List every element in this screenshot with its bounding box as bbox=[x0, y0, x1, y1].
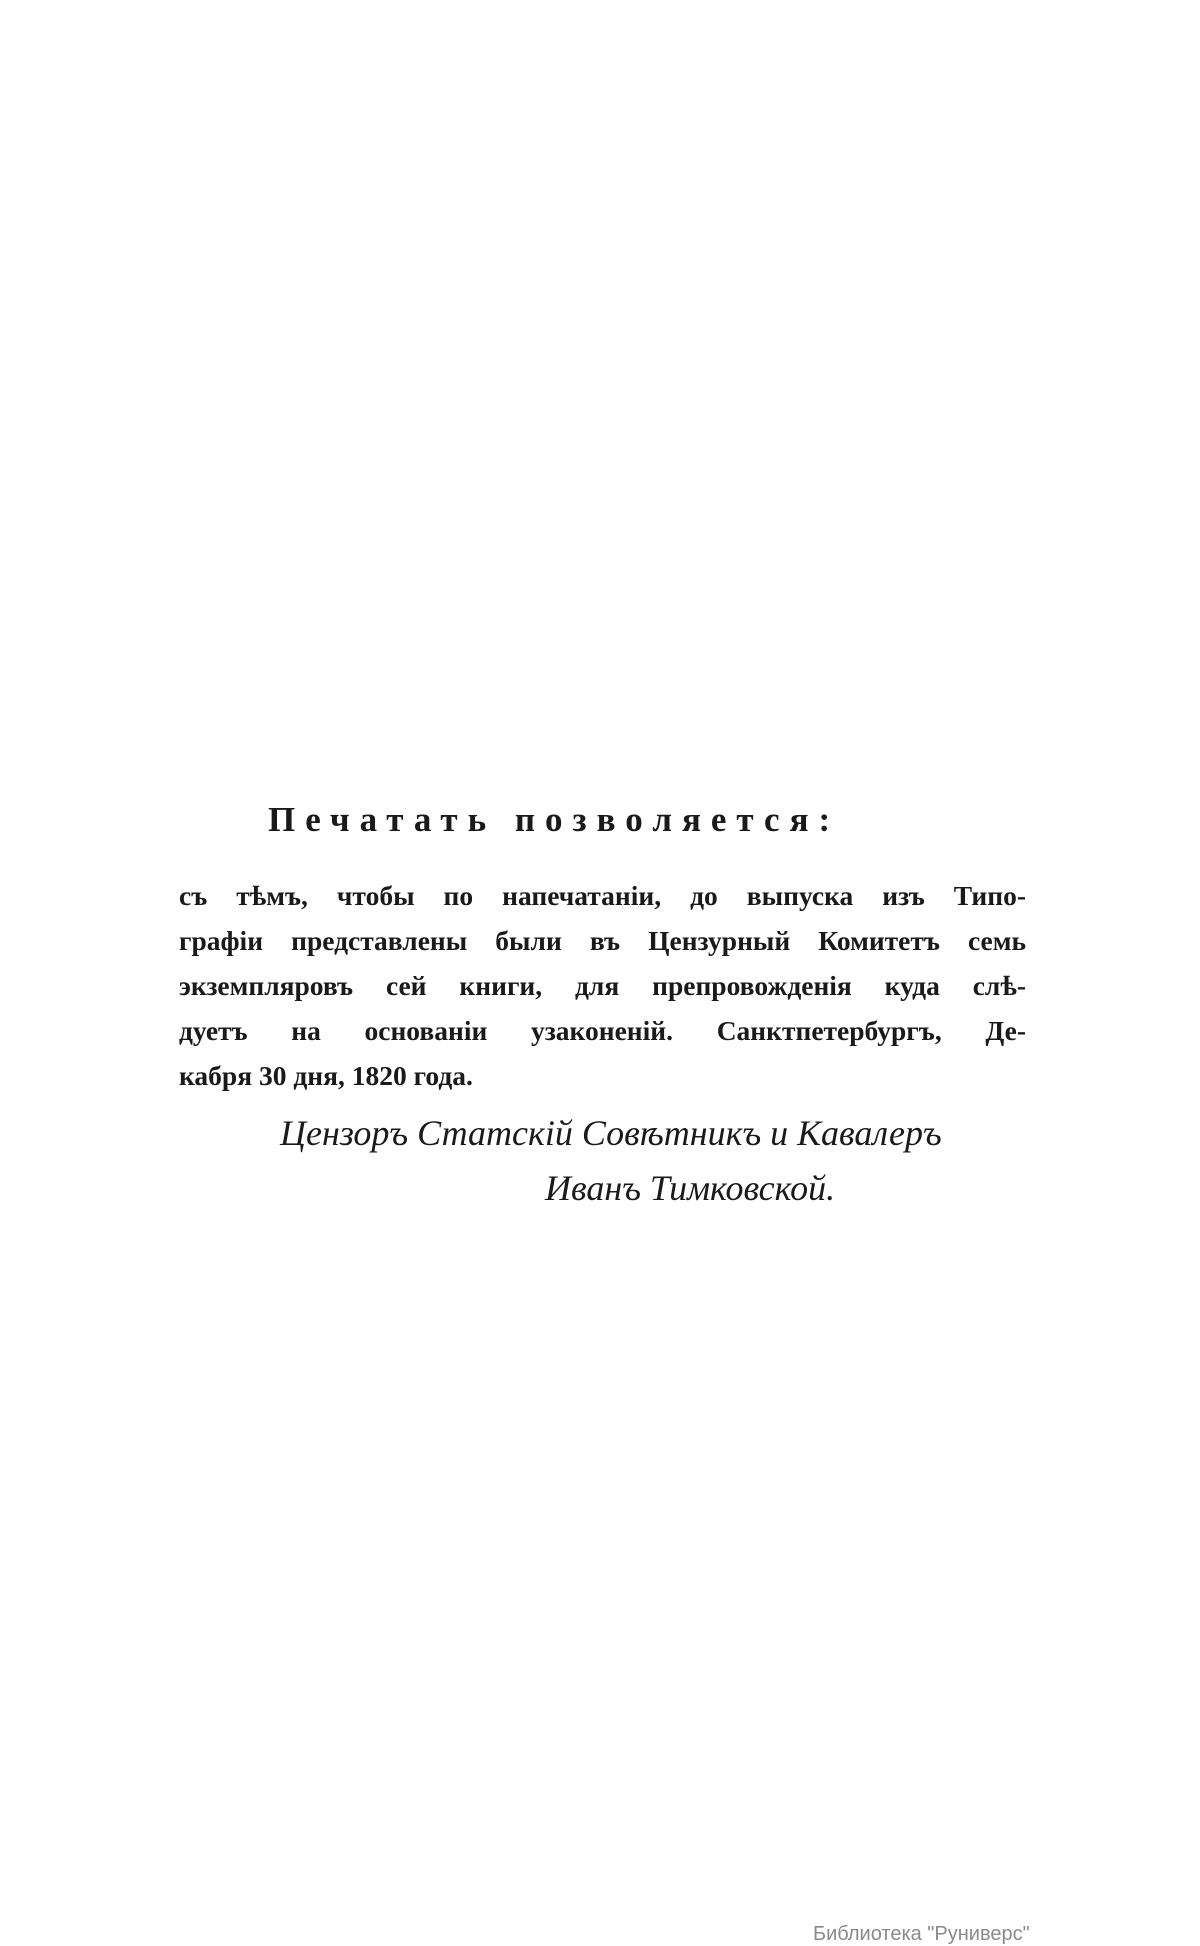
permission-text-line-4: дуетъ на основаніи узаконеній. Санктпетербургъ, Де- bbox=[179, 1015, 1026, 1046]
censor-title: Цензоръ Статскій Совѣтникъ и Кавалеръ bbox=[280, 1113, 942, 1153]
censor-name: Иванъ Тимковской. bbox=[545, 1168, 836, 1208]
permission-heading: Печатать позволяется: bbox=[268, 800, 841, 839]
library-watermark: Библиотека "Руниверс" bbox=[813, 1923, 1030, 1945]
permission-text-line-3: экземпляровъ сей книги, для препровожденія куда слѣ- bbox=[179, 970, 1026, 1001]
permission-text-line-1: съ тѣмъ, чтобы по напечатаніи, до выпуска изъ Типо- bbox=[179, 880, 1026, 911]
permission-text-line-5: кабря 30 дня, 1820 года. bbox=[179, 1060, 473, 1091]
permission-text-line-2: графіи представлены были въ Цензурный Комитетъ семь bbox=[179, 925, 1026, 956]
